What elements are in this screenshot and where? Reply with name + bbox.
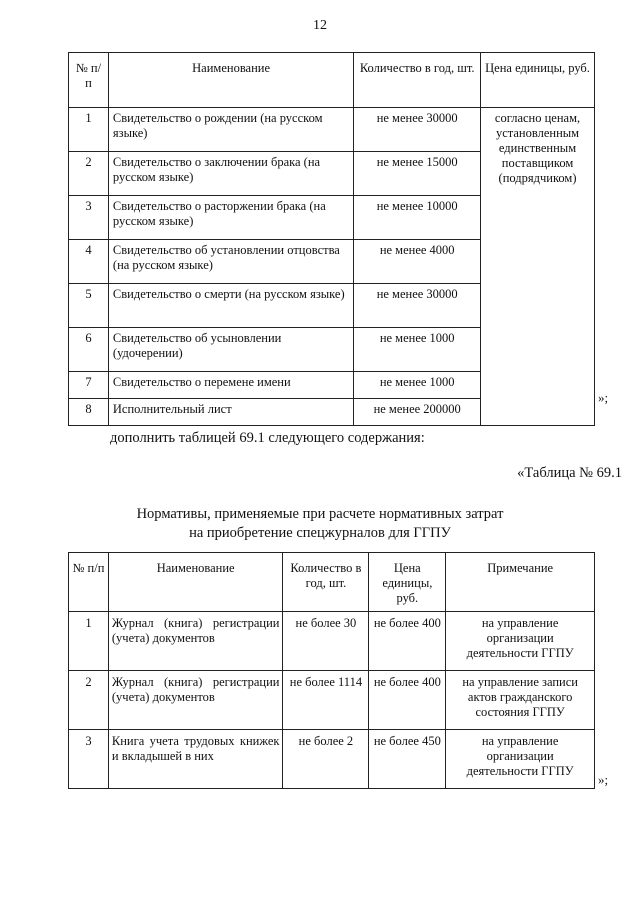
row-name: Свидетельство об установлении отцовства (на русском языке): [108, 240, 353, 284]
closing-quote: »;: [598, 390, 609, 405]
row-name: Журнал (книга) регистрации (учета) документов: [108, 671, 283, 730]
row-note: на управление организации деятельности ГГПУ: [446, 730, 595, 789]
row-name: Свидетельство о перемене имени: [108, 372, 353, 399]
journals-table: [68, 552, 595, 789]
row-name: Свидетельство об усыновлении (удочерении): [108, 328, 353, 372]
row-quantity: не менее 30000: [354, 108, 481, 152]
row-quantity: не менее 200000: [354, 399, 481, 426]
row-number: 2: [69, 671, 109, 730]
row-quantity: не менее 15000: [354, 152, 481, 196]
row-note: на управление записи актов гражданского состояния ГГПУ: [446, 671, 595, 730]
table-row: [69, 108, 595, 152]
row-quantity: не менее 30000: [354, 284, 481, 328]
table-header-row: [69, 553, 595, 612]
row-name: Книга учета трудовых книжек и вкладышей в них: [108, 730, 283, 789]
row-quantity: не более 2: [283, 730, 369, 789]
column-header: Наименование: [108, 553, 283, 612]
column-header: Количество в год, шт.: [283, 553, 369, 612]
page-number: 12: [313, 18, 327, 33]
row-price: не более 400: [369, 612, 446, 671]
row-price: не более 450: [369, 730, 446, 789]
row-name: Свидетельство о заключении брака (на русском языке): [108, 152, 353, 196]
column-header: Наименование: [108, 53, 353, 108]
heading-line: на приобретение спецжурналов для ГГПУ: [189, 525, 451, 541]
table-row: [69, 671, 595, 730]
column-header: № п/п: [69, 553, 109, 612]
row-number: 2: [69, 152, 109, 196]
section-heading: [0, 505, 640, 543]
row-number: 4: [69, 240, 109, 284]
column-header: Цена единицы, руб.: [481, 53, 595, 108]
row-name: Журнал (книга) регистрации (учета) документов: [108, 612, 283, 671]
row-quantity: не менее 4000: [354, 240, 481, 284]
row-name: Свидетельство о смерти (на русском языке): [108, 284, 353, 328]
column-header: Примечание: [446, 553, 595, 612]
row-number: 3: [69, 730, 109, 789]
row-number: 8: [69, 399, 109, 426]
table-label: «Таблица № 69.1: [517, 465, 622, 481]
row-number: 5: [69, 284, 109, 328]
row-price: не более 400: [369, 671, 446, 730]
row-quantity: не менее 1000: [354, 328, 481, 372]
column-header: Цена единицы, руб.: [369, 553, 446, 612]
heading-line: Нормативы, применяемые при расчете нормативных затрат: [136, 506, 504, 522]
row-number: 7: [69, 372, 109, 399]
row-name: Свидетельство о рождении (на русском языке): [108, 108, 353, 152]
row-number: 6: [69, 328, 109, 372]
row-number: 1: [69, 612, 109, 671]
row-name: Свидетельство о расторжении брака (на русском языке): [108, 196, 353, 240]
row-quantity: не более 1114: [283, 671, 369, 730]
table-row: [69, 612, 595, 671]
row-quantity: не менее 10000: [354, 196, 481, 240]
table-row: [69, 730, 595, 789]
paragraph-text: дополнить таблицей 69.1 следующего содержания:: [110, 430, 425, 446]
row-number: 1: [69, 108, 109, 152]
column-header: Количество в год, шт.: [354, 53, 481, 108]
price-note: согласно ценам, установленным единственным поставщиком (подрядчиком): [481, 108, 595, 426]
row-quantity: не более 30: [283, 612, 369, 671]
certificates-table: [68, 52, 595, 426]
table-header-row: [69, 53, 595, 108]
column-header: № п/п: [69, 53, 109, 108]
row-quantity: не менее 1000: [354, 372, 481, 399]
closing-quote: »;: [598, 772, 609, 787]
row-number: 3: [69, 196, 109, 240]
row-name: Исполнительный лист: [108, 399, 353, 426]
row-note: на управление организации деятельности ГГПУ: [446, 612, 595, 671]
